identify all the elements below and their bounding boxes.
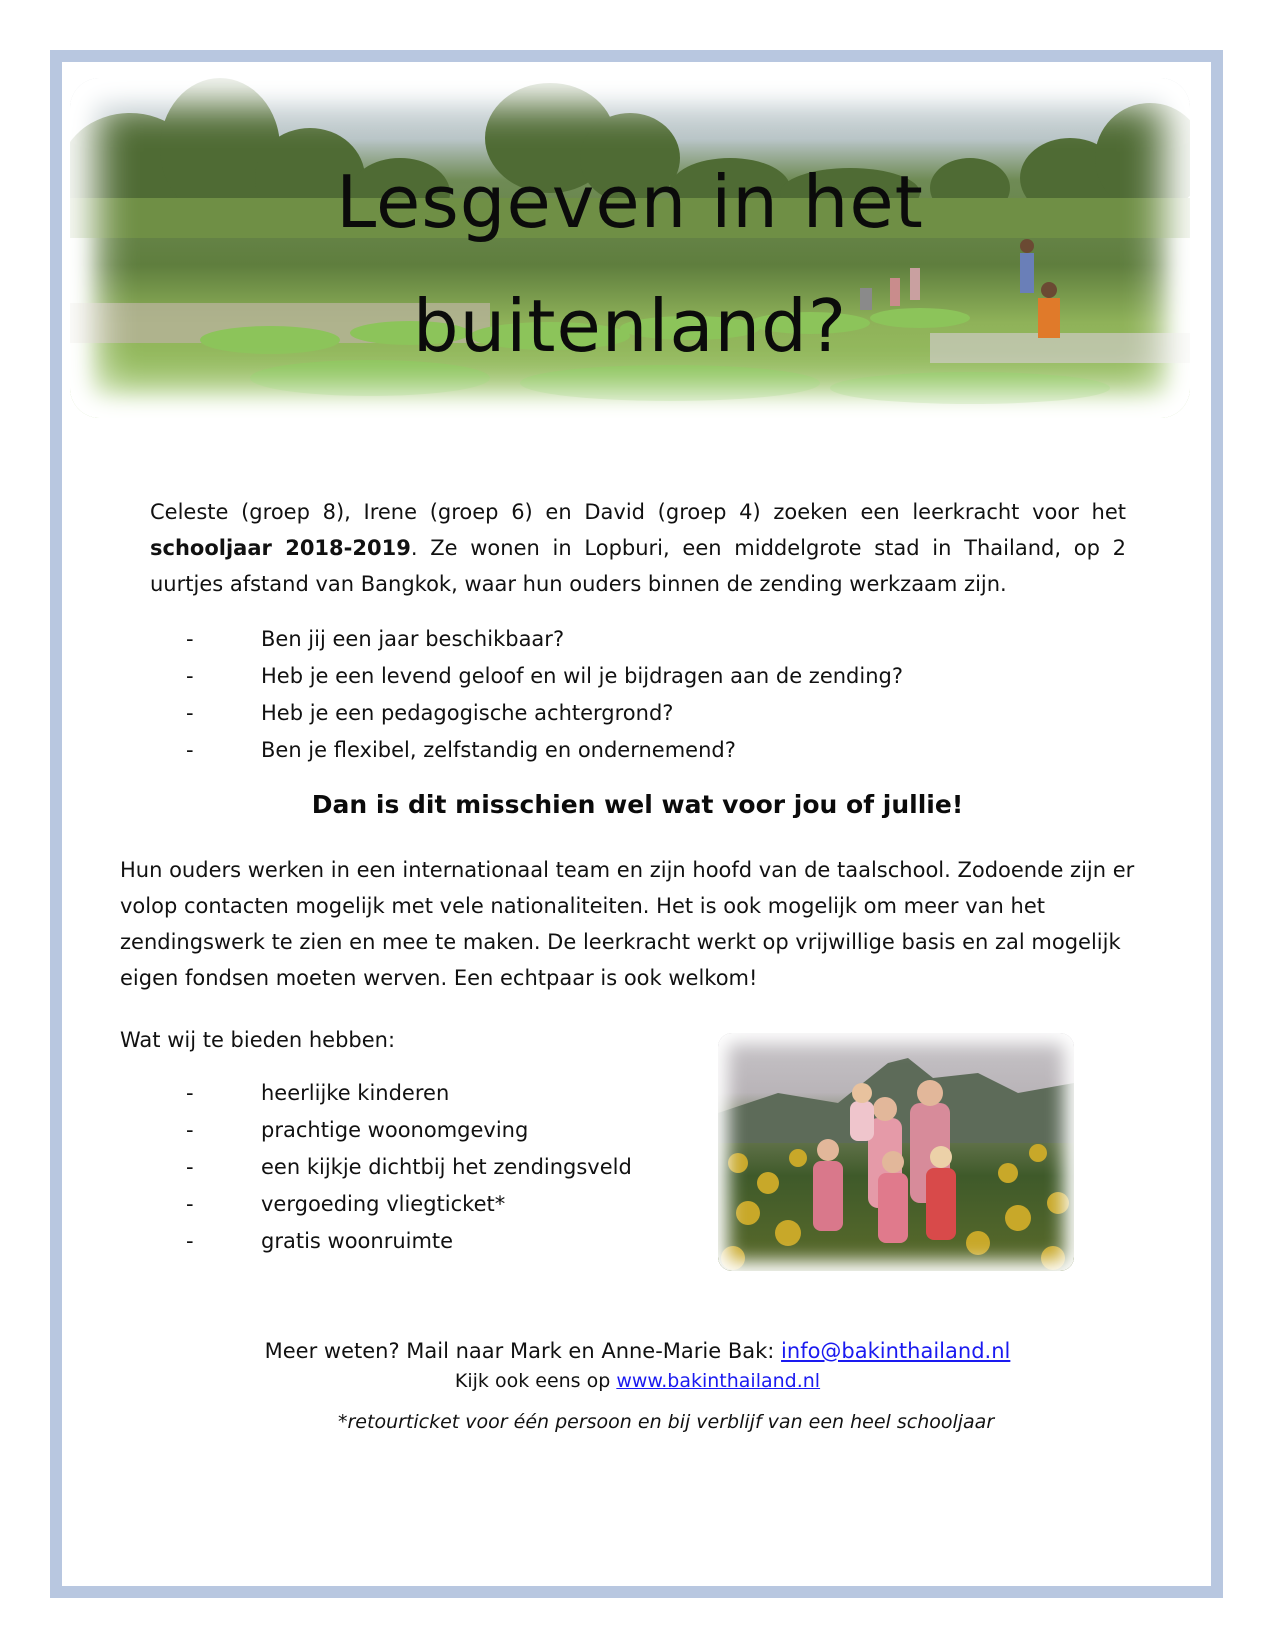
offer-text: een kijkje dichtbij het zendingsveld xyxy=(261,1155,632,1179)
header-banner-image xyxy=(70,78,1190,418)
list-item xyxy=(186,1186,632,1223)
offer-list xyxy=(186,1075,632,1260)
photo-edge-fade xyxy=(718,1033,1074,1271)
offer-text: prachtige woonomgeving xyxy=(261,1118,529,1142)
list-dash: - xyxy=(186,1081,194,1105)
list-item xyxy=(186,1075,632,1112)
offer-text: vergoeding vliegticket* xyxy=(261,1192,506,1216)
intro-school-year: schooljaar 2018-2019 xyxy=(150,536,411,560)
list-item xyxy=(186,1112,632,1149)
contact-block xyxy=(0,1336,1275,1396)
offer-text: gratis woonruimte xyxy=(261,1229,454,1253)
question-text: Heb je een pedagogische achtergrond? xyxy=(261,701,674,725)
list-item xyxy=(186,621,903,658)
question-list xyxy=(186,621,904,769)
intro-paragraph xyxy=(150,494,1126,602)
question-text: Ben je flexibel, zelfstandig en ondernemend? xyxy=(261,738,736,762)
contact-website-line xyxy=(0,1366,1275,1396)
website-link[interactable]: www.bakinthailand.nl xyxy=(616,1370,821,1392)
list-item xyxy=(186,658,904,695)
tagline-heading: Dan is dit misschien wel wat voor jou of jullie! xyxy=(311,790,964,819)
contact-email-line xyxy=(0,1336,1275,1366)
list-dash: - xyxy=(186,664,194,688)
list-dash: - xyxy=(186,1118,194,1142)
list-item xyxy=(186,695,903,732)
list-item xyxy=(186,1149,632,1186)
list-item xyxy=(186,1223,632,1260)
contact-email-prefix: Meer weten? Mail naar Mark en Anne-Marie Bak: xyxy=(264,1339,782,1363)
list-dash: - xyxy=(186,1155,194,1179)
title-line-2: buitenland? xyxy=(412,284,848,368)
contact-website-prefix: Kijk ook eens op xyxy=(454,1370,617,1392)
question-text: Ben jij een jaar beschikbaar? xyxy=(261,627,565,651)
question-text: Heb je een levend geloof en wil je bijdragen aan de zending? xyxy=(261,664,904,688)
intro-text-2: . Ze wonen in Lopburi, een middelgrote stad in Thailand, op 2 uurtjes afstand van Bangkok, waar hun ouders binnen de zending werkzaam zijn. xyxy=(150,536,1126,596)
title-line-1: Lesgeven in het xyxy=(336,160,924,244)
offer-text: heerlijke kinderen xyxy=(261,1081,450,1105)
list-dash: - xyxy=(186,1229,194,1253)
family-photo xyxy=(718,1033,1074,1271)
email-link[interactable]: info@bakinthailand.nl xyxy=(781,1339,1011,1363)
list-dash: - xyxy=(186,627,194,651)
page-title xyxy=(70,140,1190,388)
intro-text-1: Celeste (groep 8), Irene (groep 6) en David (groep 4) zoeken een leerkracht voor het xyxy=(150,500,1126,524)
list-dash: - xyxy=(186,701,194,725)
list-dash: - xyxy=(186,738,194,762)
body-paragraph: Hun ouders werken in een internationaal team en zijn hoofd van de taalschool. Zodoende zijn er volop contacten mogelijk met vele nationaliteiten. Het is ook mogelijk om meer van het zendingswerk te zien en mee te maken. De leerkracht werkt op vrijwillige basis en zal mogelijk eigen fondsen moeten werven. Een echtpaar is ook welkom! xyxy=(120,858,1135,990)
list-item xyxy=(186,732,903,769)
list-dash: - xyxy=(186,1192,194,1216)
offer-heading: Wat wij te bieden hebben: xyxy=(120,1028,396,1052)
footnote: *retourticket voor één persoon en bij verblijf van een heel schooljaar xyxy=(338,1411,995,1433)
